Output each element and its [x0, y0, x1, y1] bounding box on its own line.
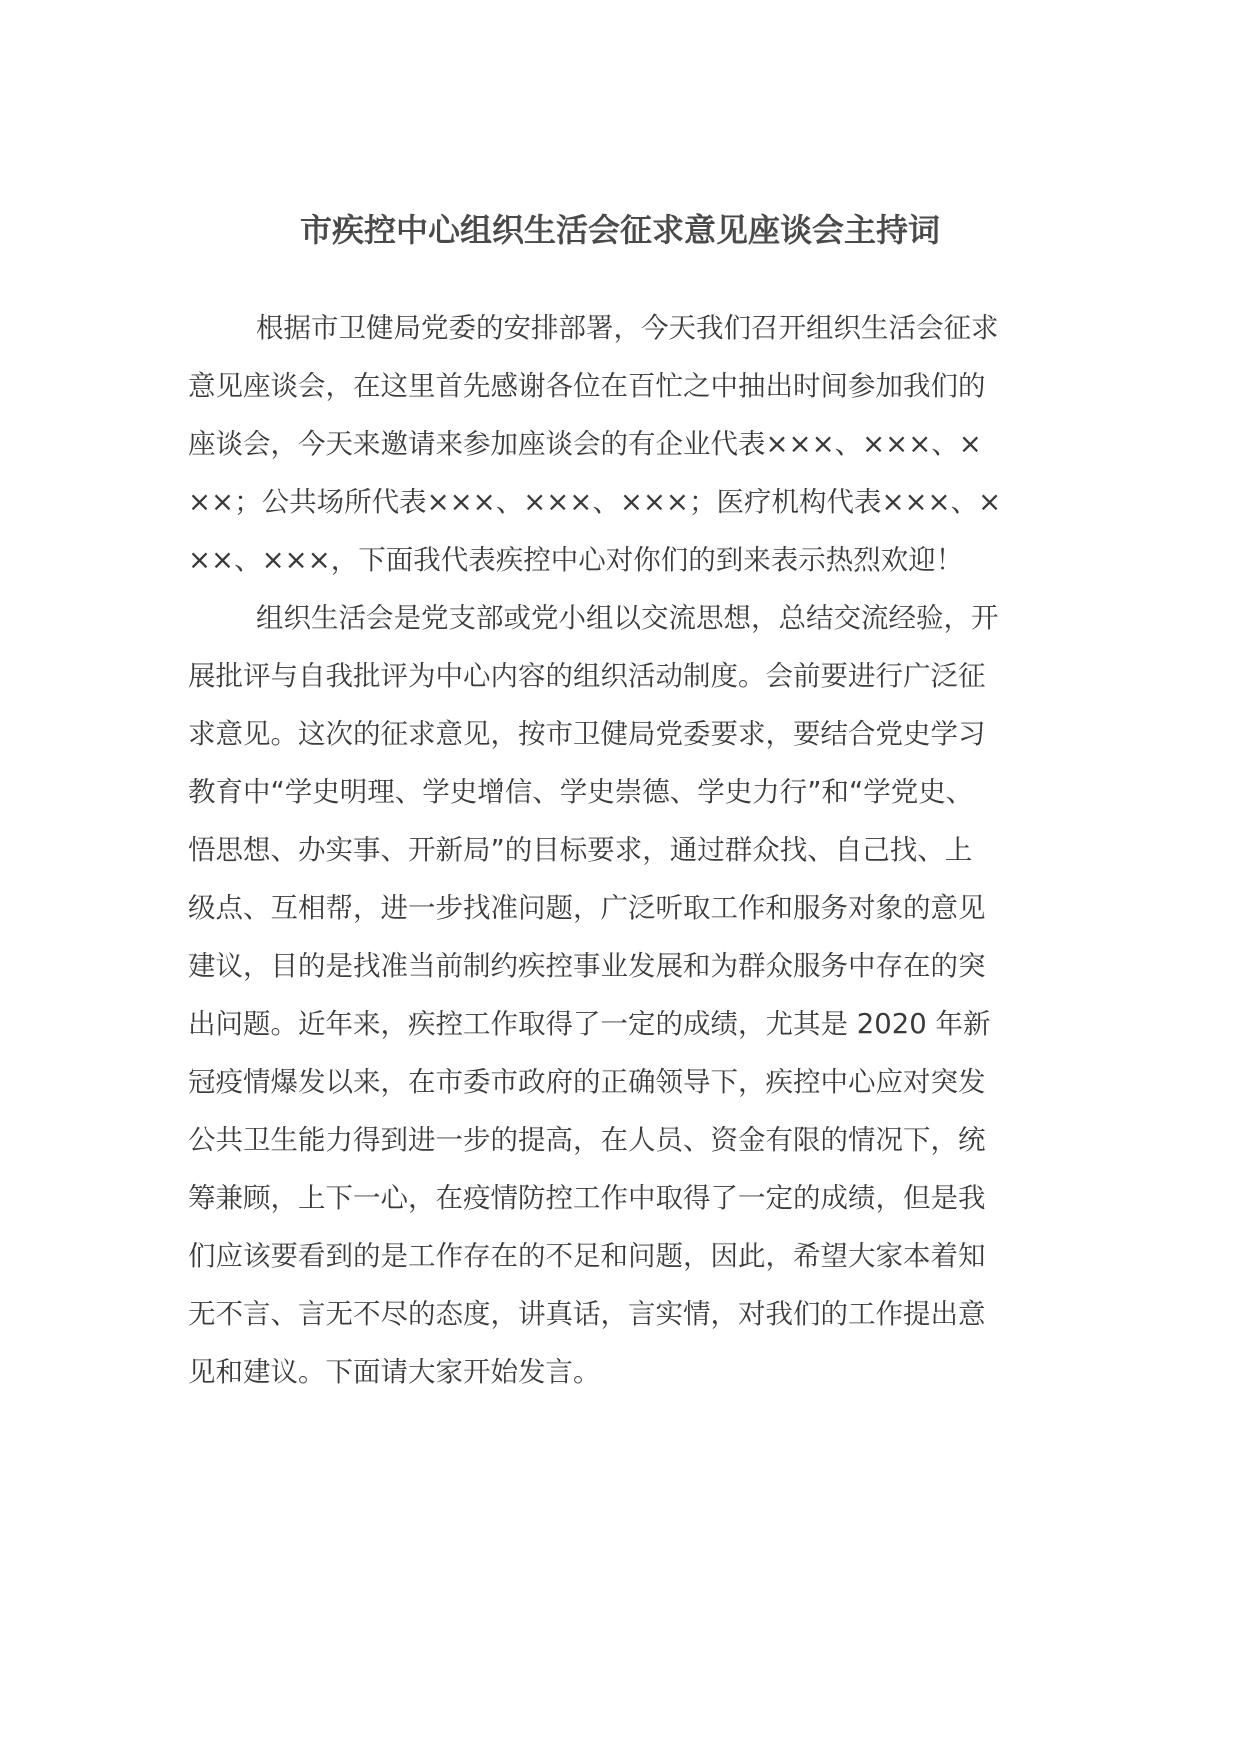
paragraph-2-line-5: 悟思想、办实事、开新局”的目标要求，通过群众找、自己找、上 — [188, 834, 973, 866]
paragraph-2-line-14: 见和建议。下面请大家开始发言。 — [188, 1356, 601, 1388]
paragraph-2-line-4: 教育中“学史明理、学史增信、学史崇德、学史力行”和“学党史、 — [188, 776, 974, 808]
paragraph-1-line-5: ××、×××，下面我代表疾控中心对你们的到来表示热烈欢迎！ — [188, 544, 964, 576]
paragraph-1-line-3: 座谈会，今天来邀请来参加座谈会的有企业代表×××、×××、× — [188, 428, 982, 460]
paragraph-1-line-1: 根据市卫健局党委的安排部署，今天我们召开组织生活会征求 — [256, 312, 999, 344]
paragraph-2-line-12: 们应该要看到的是工作存在的不足和问题，因此，希望大家本着知 — [188, 1240, 986, 1272]
paragraph-2-line-10: 公共卫生能力得到进一步的提高，在人员、资金有限的情况下，统 — [188, 1124, 986, 1156]
paragraph-2-line-8: 出问题。近年来，疾控工作取得了一定的成绩，尤其是 2020 年新 — [188, 1008, 991, 1040]
paragraph-2-line-2: 展批评与自我批评为中心内容的组织活动制度。会前要进行广泛征 — [188, 660, 986, 692]
paragraph-2-line-7: 建议，目的是找准当前制约疾控事业发展和为群众服务中存在的突 — [188, 950, 986, 982]
paragraph-2-line-9: 冠疫情爆发以来，在市委市政府的正确领导下，疾控中心应对突发 — [188, 1066, 986, 1098]
paragraph-2-line-6: 级点、互相帮，进一步找准问题，广泛听取工作和服务对象的意见 — [188, 892, 986, 924]
paragraph-2-line-11: 筹兼顾，上下一心，在疫情防控工作中取得了一定的成绩，但是我 — [188, 1182, 986, 1214]
paragraph-1-line-2: 意见座谈会，在这里首先感谢各位在百忙之中抽出时间参加我们的 — [188, 370, 986, 402]
paragraph-2-line-13: 无不言、言无不尽的态度，讲真话，言实情，对我们的工作提出意 — [188, 1298, 986, 1330]
document-title: 市疾控中心组织生活会征求意见座谈会主持词 — [299, 211, 940, 249]
paragraph-2-line-3: 求意见。这次的征求意见，按市卫健局党委要求，要结合党史学习 — [188, 718, 986, 750]
paragraph-1-line-4: ××；公共场所代表×××、×××、×××；医疗机构代表×××、× — [188, 486, 1002, 518]
paragraph-2-line-1: 组织生活会是党支部或党小组以交流思想，总结交流经验，开 — [256, 602, 999, 634]
